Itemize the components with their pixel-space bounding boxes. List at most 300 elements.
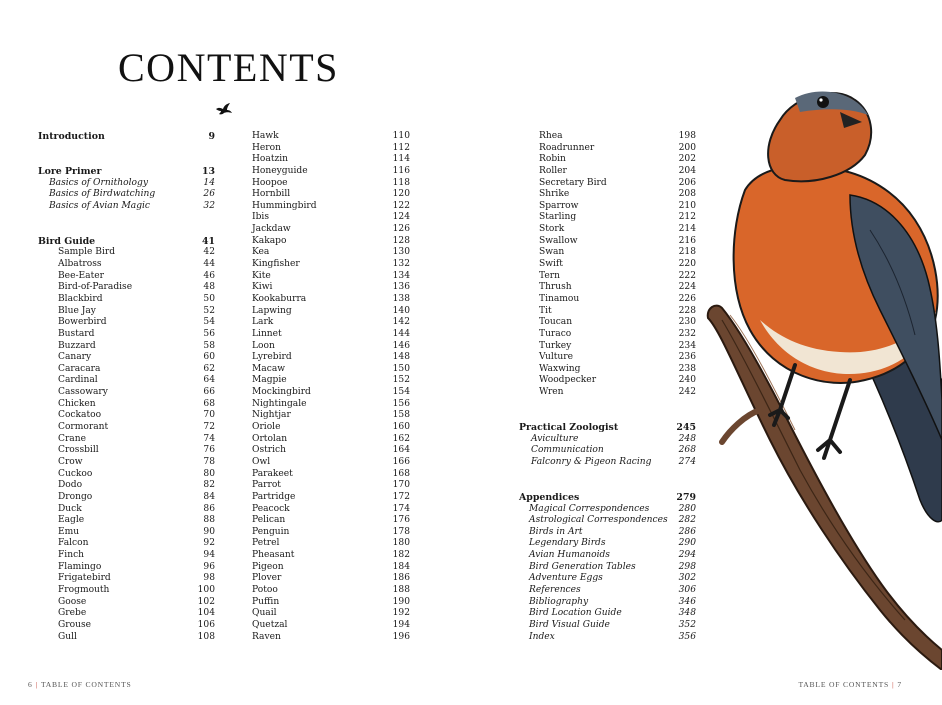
toc-entry-page: 46 [203, 270, 215, 281]
flying-bird-icon [215, 102, 233, 116]
toc-entry-label: Birds in Art [529, 526, 583, 537]
toc-entry-label: Thrush [539, 282, 572, 293]
toc-entry-page: 198 [678, 131, 696, 141]
toc-entry [519, 387, 696, 399]
right-footer-label: TABLE OF CONTENTS [798, 680, 890, 689]
toc-entry [38, 329, 215, 341]
toc-entry [519, 166, 696, 178]
toc-entry-page: 158 [392, 410, 410, 421]
toc-spacer [519, 410, 696, 422]
toc-entry-label: Loon [252, 340, 275, 351]
toc-entry [252, 247, 410, 259]
toc-entry-label: Secretary Bird [539, 177, 607, 188]
toc-entry-label: Cardinal [58, 375, 98, 386]
toc-entry-label: Magpie [252, 375, 287, 386]
toc-entry [252, 445, 410, 457]
toc-entry [519, 608, 696, 620]
toc-entry [519, 224, 696, 236]
toc-entry-label: Cassowary [58, 387, 108, 398]
bird-on-branch-illustration [700, 80, 942, 670]
toc-entry-page: 248 [678, 433, 696, 444]
toc-entry-label: Parakeet [252, 468, 293, 479]
toc-entry [519, 306, 696, 318]
toc-entry-label: Owl [252, 456, 271, 467]
toc-entry [519, 364, 696, 376]
toc-entry-page: 140 [392, 305, 410, 316]
toc-entry [519, 236, 696, 248]
toc-entry-page: 280 [678, 503, 696, 514]
toc-entry-page: 240 [678, 375, 696, 386]
toc-entry-page: 41 [201, 235, 215, 247]
toc-entry-page: 242 [678, 387, 696, 398]
toc-entry-label: Cockatoo [58, 410, 102, 421]
toc-entry-label: Index [529, 631, 555, 642]
toc-entry [519, 445, 696, 457]
toc-entry-label: Linnet [252, 328, 282, 339]
toc-entry-page: 32 [203, 200, 215, 211]
toc-entry-page: 156 [392, 398, 410, 409]
toc-entry [38, 178, 215, 190]
toc-entry-label: Hornbill [252, 189, 291, 200]
toc-entry [38, 608, 215, 620]
toc-entry-page: 306 [678, 584, 696, 595]
toc-entry [252, 620, 410, 632]
toc-entry-label: Frigatebird [58, 573, 111, 584]
toc-entry [252, 236, 410, 248]
toc-entry [252, 212, 410, 224]
toc-entry [252, 608, 410, 620]
toc-entry-page: 50 [203, 293, 215, 304]
toc-entry-label: Jackdaw [252, 224, 291, 235]
toc-entry-page: 160 [392, 422, 410, 433]
toc-entry-label: Lark [252, 317, 274, 328]
toc-spacer [519, 480, 696, 492]
toc-entry-page: 128 [392, 235, 410, 246]
toc-entry-page: 96 [203, 561, 215, 572]
toc-entry [38, 259, 215, 271]
toc-entry-label: Grouse [58, 619, 91, 630]
page-title: CONTENTS [118, 45, 339, 90]
toc-entry-page: 184 [392, 561, 410, 572]
toc-entry [38, 480, 215, 492]
toc-entry [38, 352, 215, 364]
toc-entry-page: 294 [678, 550, 696, 561]
toc-entry-label: Magical Correspondences [529, 503, 650, 514]
toc-entry-page: 230 [678, 317, 696, 328]
toc-entry-page: 114 [392, 154, 410, 165]
toc-entry [252, 387, 410, 399]
toc-entry-label: Waxwing [539, 363, 581, 374]
toc-entry [519, 515, 696, 527]
toc-entry-page: 148 [392, 352, 410, 363]
toc-entry-page: 168 [392, 468, 410, 479]
toc-entry [519, 329, 696, 341]
toc-entry-page: 212 [678, 212, 696, 223]
toc-entry-page: 78 [203, 456, 215, 467]
toc-entry [252, 457, 410, 469]
toc-spacer [519, 469, 696, 481]
toc-entry-page: 180 [392, 538, 410, 549]
toc-entry-label: Drongo [58, 491, 93, 502]
toc-entry-label: Hummingbird [252, 200, 317, 211]
toc-entry-page: 122 [392, 200, 410, 211]
toc-entry-label: Legendary Birds [529, 538, 606, 549]
toc-entry [38, 294, 215, 306]
toc-entry [519, 189, 696, 201]
toc-entry-label: Wren [539, 387, 564, 398]
toc-entry-page: 152 [392, 375, 410, 386]
toc-entry-page: 170 [392, 480, 410, 491]
toc-entry [252, 573, 410, 585]
toc-entry [252, 154, 410, 166]
toc-entry [252, 201, 410, 213]
toc-entry [252, 224, 410, 236]
toc-entry-page: 162 [392, 433, 410, 444]
toc-entry-page: 178 [392, 526, 410, 537]
toc-entry [38, 317, 215, 329]
toc-entry-page: 70 [203, 410, 215, 421]
toc-entry [252, 375, 410, 387]
toc-entry-label: Bee-Eater [58, 270, 104, 281]
toc-entry [252, 282, 410, 294]
toc-entry-label: Adventure Eggs [529, 573, 603, 584]
toc-entry-page: 110 [392, 131, 410, 141]
toc-entry [252, 178, 410, 190]
toc-entry [38, 189, 215, 201]
toc-entry-label: Kiwi [252, 282, 273, 293]
toc-entry [519, 212, 696, 224]
toc-entry-label: Crossbill [58, 445, 99, 456]
toc-entry [519, 457, 696, 469]
toc-entry-label: Robin [539, 154, 566, 165]
toc-entry-page: 74 [203, 433, 215, 444]
toc-entry-label: Quail [252, 608, 277, 619]
toc-entry-page: 226 [678, 293, 696, 304]
toc-entry-page: 204 [678, 165, 696, 176]
toc-entry [519, 271, 696, 283]
toc-entry-page: 234 [678, 340, 696, 351]
toc-entry-page: 172 [392, 491, 410, 502]
toc-entry-label: Tinamou [539, 293, 580, 304]
toc-entry-page: 106 [197, 619, 215, 630]
toc-entry-page: 44 [203, 259, 215, 270]
toc-entry-page: 206 [678, 177, 696, 188]
toc-entry-page: 200 [678, 142, 696, 153]
toc-entry-label: Tit [539, 305, 552, 316]
toc-entry-label: Toucan [539, 317, 573, 328]
toc-entry [38, 399, 215, 411]
toc-entry-label: Crane [58, 433, 86, 444]
toc-entry-page: 186 [392, 573, 410, 584]
toc-entry [252, 632, 410, 644]
toc-entry-label: Heron [252, 142, 281, 153]
toc-entry [519, 573, 696, 585]
left-footer-label: TABLE OF CONTENTS [40, 680, 132, 689]
toc-entry-label: Basics of Birdwatching [49, 189, 156, 200]
toc-entry-label: Bird Generation Tables [529, 561, 636, 572]
toc-entry [519, 620, 696, 632]
toc-entry [252, 550, 410, 562]
toc-entry-page: 66 [203, 387, 215, 398]
toc-entry [38, 247, 215, 259]
toc-entry-page: 236 [678, 352, 696, 363]
toc-spacer [38, 143, 215, 155]
toc-entry-label: Basics of Ornithology [49, 177, 148, 188]
toc-entry [38, 341, 215, 353]
toc-entry-page: 142 [392, 317, 410, 328]
toc-entry-label: Basics of Avian Magic [49, 200, 151, 211]
toc-entry [38, 282, 215, 294]
toc-entry-label: Kingfisher [252, 259, 300, 270]
toc-entry-label: Vulture [539, 352, 573, 363]
toc-entry-label: Hawk [252, 131, 279, 141]
toc-entry [252, 306, 410, 318]
toc-entry-label: Gull [58, 631, 77, 642]
toc-entry-label: Sparrow [539, 200, 579, 211]
toc-entry-label: Honeyguide [252, 165, 308, 176]
toc-entry-page: 144 [392, 328, 410, 339]
toc-entry-label: Sample Bird [58, 247, 116, 258]
toc-entry [519, 154, 696, 166]
toc-entry-label: Canary [58, 352, 92, 363]
toc-entry-page: 274 [678, 456, 696, 467]
toc-entry-page: 176 [392, 515, 410, 526]
toc-entry-label: Lyrebird [252, 352, 292, 363]
toc-entry-page: 194 [392, 619, 410, 630]
toc-section-heading [38, 131, 215, 143]
toc-spacer [38, 212, 215, 224]
toc-entry-label: Astrological Correspondences [529, 515, 668, 526]
toc-entry [519, 562, 696, 574]
toc-entry [38, 504, 215, 516]
toc-entry [38, 573, 215, 585]
toc-entry [519, 434, 696, 446]
toc-entry-page: 356 [678, 631, 696, 642]
toc-entry [519, 597, 696, 609]
toc-entry-label: Chicken [58, 398, 96, 409]
toc-entry-label: Communication [531, 445, 604, 456]
toc-entry-label: Rhea [539, 131, 563, 141]
toc-entry-label: Lore Primer [38, 165, 102, 177]
toc-entry-page: 100 [197, 584, 215, 595]
toc-entry-page: 268 [678, 445, 696, 456]
toc-entry-label: Raven [252, 631, 281, 642]
toc-entry [252, 515, 410, 527]
toc-entry [252, 422, 410, 434]
toc-entry [252, 410, 410, 422]
toc-entry [38, 632, 215, 644]
toc-entry-page: 9 [208, 131, 215, 142]
toc-entry-label: Plover [252, 573, 282, 584]
toc-entry-label: Roadrunner [539, 142, 595, 153]
toc-entry-label: Bird Guide [38, 235, 96, 247]
toc-entry [252, 317, 410, 329]
toc-entry-page: 286 [678, 526, 696, 537]
toc-entry-label: Quetzal [252, 619, 288, 630]
toc-entry-label: Penguin [252, 526, 290, 537]
toc-entry [252, 166, 410, 178]
toc-entry-page: 222 [678, 270, 696, 281]
toc-entry-page: 13 [201, 165, 215, 177]
toc-entry [519, 201, 696, 213]
toc-entry [38, 375, 215, 387]
toc-entry-page: 202 [678, 154, 696, 165]
toc-entry-page: 224 [678, 282, 696, 293]
toc-entry-label: Kite [252, 270, 271, 281]
toc-entry-page: 150 [392, 363, 410, 374]
toc-entry-page: 220 [678, 259, 696, 270]
toc-entry-page: 90 [203, 526, 215, 537]
toc-entry-label: Parrot [252, 480, 281, 491]
toc-spacer [38, 224, 215, 236]
toc-entry-label: Emu [58, 526, 80, 537]
toc-entry [252, 469, 410, 481]
toc-entry [252, 399, 410, 411]
toc-entry-page: 84 [203, 491, 215, 502]
toc-entry-page: 214 [678, 224, 696, 235]
toc-entry-page: 192 [392, 608, 410, 619]
toc-entry [38, 306, 215, 318]
toc-entry-label: Roller [539, 165, 567, 176]
footer-divider: | [892, 680, 895, 689]
toc-entry-label: Swallow [539, 235, 578, 246]
toc-entry-page: 218 [678, 247, 696, 258]
toc-entry-label: Pigeon [252, 561, 284, 572]
toc-entry [252, 527, 410, 539]
toc-entry [38, 201, 215, 213]
toc-entry [38, 492, 215, 504]
toc-entry-page: 210 [678, 200, 696, 211]
toc-entry-label: Bowerbird [58, 317, 107, 328]
toc-entry-label: Woodpecker [539, 375, 597, 386]
toc-entry-page: 42 [203, 247, 215, 258]
toc-entry [38, 457, 215, 469]
toc-entry-page: 102 [197, 596, 215, 607]
toc-entry [519, 504, 696, 516]
toc-entry-page: 166 [392, 456, 410, 467]
toc-entry-page: 245 [676, 422, 696, 434]
toc-entry [252, 504, 410, 516]
toc-entry-label: Frogmouth [58, 584, 110, 595]
toc-entry [519, 259, 696, 271]
toc-entry-label: Eagle [58, 515, 85, 526]
toc-entry [38, 434, 215, 446]
toc-entry-page: 196 [392, 631, 410, 642]
toc-entry-label: Nightingale [252, 398, 307, 409]
toc-entry-label: Duck [58, 503, 82, 514]
toc-entry-label: Ibis [252, 212, 269, 223]
toc-entry [519, 247, 696, 259]
toc-entry [38, 620, 215, 632]
toc-entry-label: Potoo [252, 584, 278, 595]
toc-column-left [38, 131, 215, 643]
toc-entry-label: Albatross [58, 259, 102, 270]
toc-entry [38, 445, 215, 457]
toc-entry-page: 228 [678, 305, 696, 316]
toc-entry [252, 562, 410, 574]
toc-entry-label: Introduction [38, 131, 105, 142]
toc-entry-label: Stork [539, 224, 565, 235]
toc-entry-label: Starling [539, 212, 577, 223]
toc-entry-label: Bibliography [529, 596, 589, 607]
toc-entry-page: 118 [392, 177, 410, 188]
toc-entry [38, 562, 215, 574]
toc-entry [38, 469, 215, 481]
toc-entry [519, 294, 696, 306]
toc-entry-page: 138 [392, 293, 410, 304]
toc-entry [519, 282, 696, 294]
toc-entry [252, 259, 410, 271]
toc-entry-page: 136 [392, 282, 410, 293]
toc-entry-label: Hoatzin [252, 154, 289, 165]
toc-entry [252, 294, 410, 306]
toc-entry-label: Blackbird [58, 293, 103, 304]
toc-entry-label: Crow [58, 456, 83, 467]
toc-entry [38, 271, 215, 283]
toc-entry-page: 146 [392, 340, 410, 351]
left-page-number: 6 [28, 680, 33, 689]
toc-entry-page: 94 [203, 550, 215, 561]
toc-entry [519, 585, 696, 597]
toc-entry-page: 174 [392, 503, 410, 514]
toc-entry-page: 154 [392, 387, 410, 398]
toc-entry-label: Oriole [252, 422, 281, 433]
toc-entry [252, 480, 410, 492]
toc-entry-label: Partridge [252, 491, 296, 502]
toc-entry-page: 68 [203, 398, 215, 409]
toc-entry [519, 317, 696, 329]
toc-column-right [519, 131, 696, 643]
toc-entry-label: Turaco [539, 328, 572, 339]
toc-entry [252, 143, 410, 155]
toc-entry-label: Mockingbird [252, 387, 311, 398]
toc-entry-label: Avian Humanoids [529, 550, 610, 561]
toc-entry-label: Shrike [539, 189, 570, 200]
toc-entry-page: 208 [678, 189, 696, 200]
toc-entry-label: Bird Location Guide [529, 608, 622, 619]
toc-entry-page: 348 [678, 608, 696, 619]
toc-entry [38, 364, 215, 376]
toc-entry-label: Turkey [539, 340, 572, 351]
toc-entry-label: Finch [58, 550, 85, 561]
toc-entry-page: 346 [678, 596, 696, 607]
toc-entry-page: 48 [203, 282, 215, 293]
toc-entry [519, 178, 696, 190]
toc-entry-label: Lapwing [252, 305, 292, 316]
toc-entry-label: Peacock [252, 503, 290, 514]
toc-entry [252, 434, 410, 446]
toc-entry [519, 375, 696, 387]
toc-entry-label: Hoopoe [252, 177, 288, 188]
toc-entry-page: 98 [203, 573, 215, 584]
toc-entry-label: Appendices [519, 491, 580, 503]
toc-entry-page: 62 [203, 363, 215, 374]
toc-entry-page: 352 [678, 619, 696, 630]
toc-spacer [519, 399, 696, 411]
toc-entry-page: 104 [197, 608, 215, 619]
toc-entry [252, 364, 410, 376]
toc-entry-label: Kea [252, 247, 270, 258]
toc-entry-label: Macaw [252, 363, 286, 374]
toc-entry-page: 82 [203, 480, 215, 491]
toc-entry [38, 387, 215, 399]
toc-entry [252, 131, 410, 143]
footer-divider: | [35, 680, 38, 689]
toc-entry-label: Bird-of-Paradise [58, 282, 133, 293]
toc-entry-label: Goose [58, 596, 87, 607]
toc-entry-label: Cuckoo [58, 468, 93, 479]
toc-entry [252, 341, 410, 353]
